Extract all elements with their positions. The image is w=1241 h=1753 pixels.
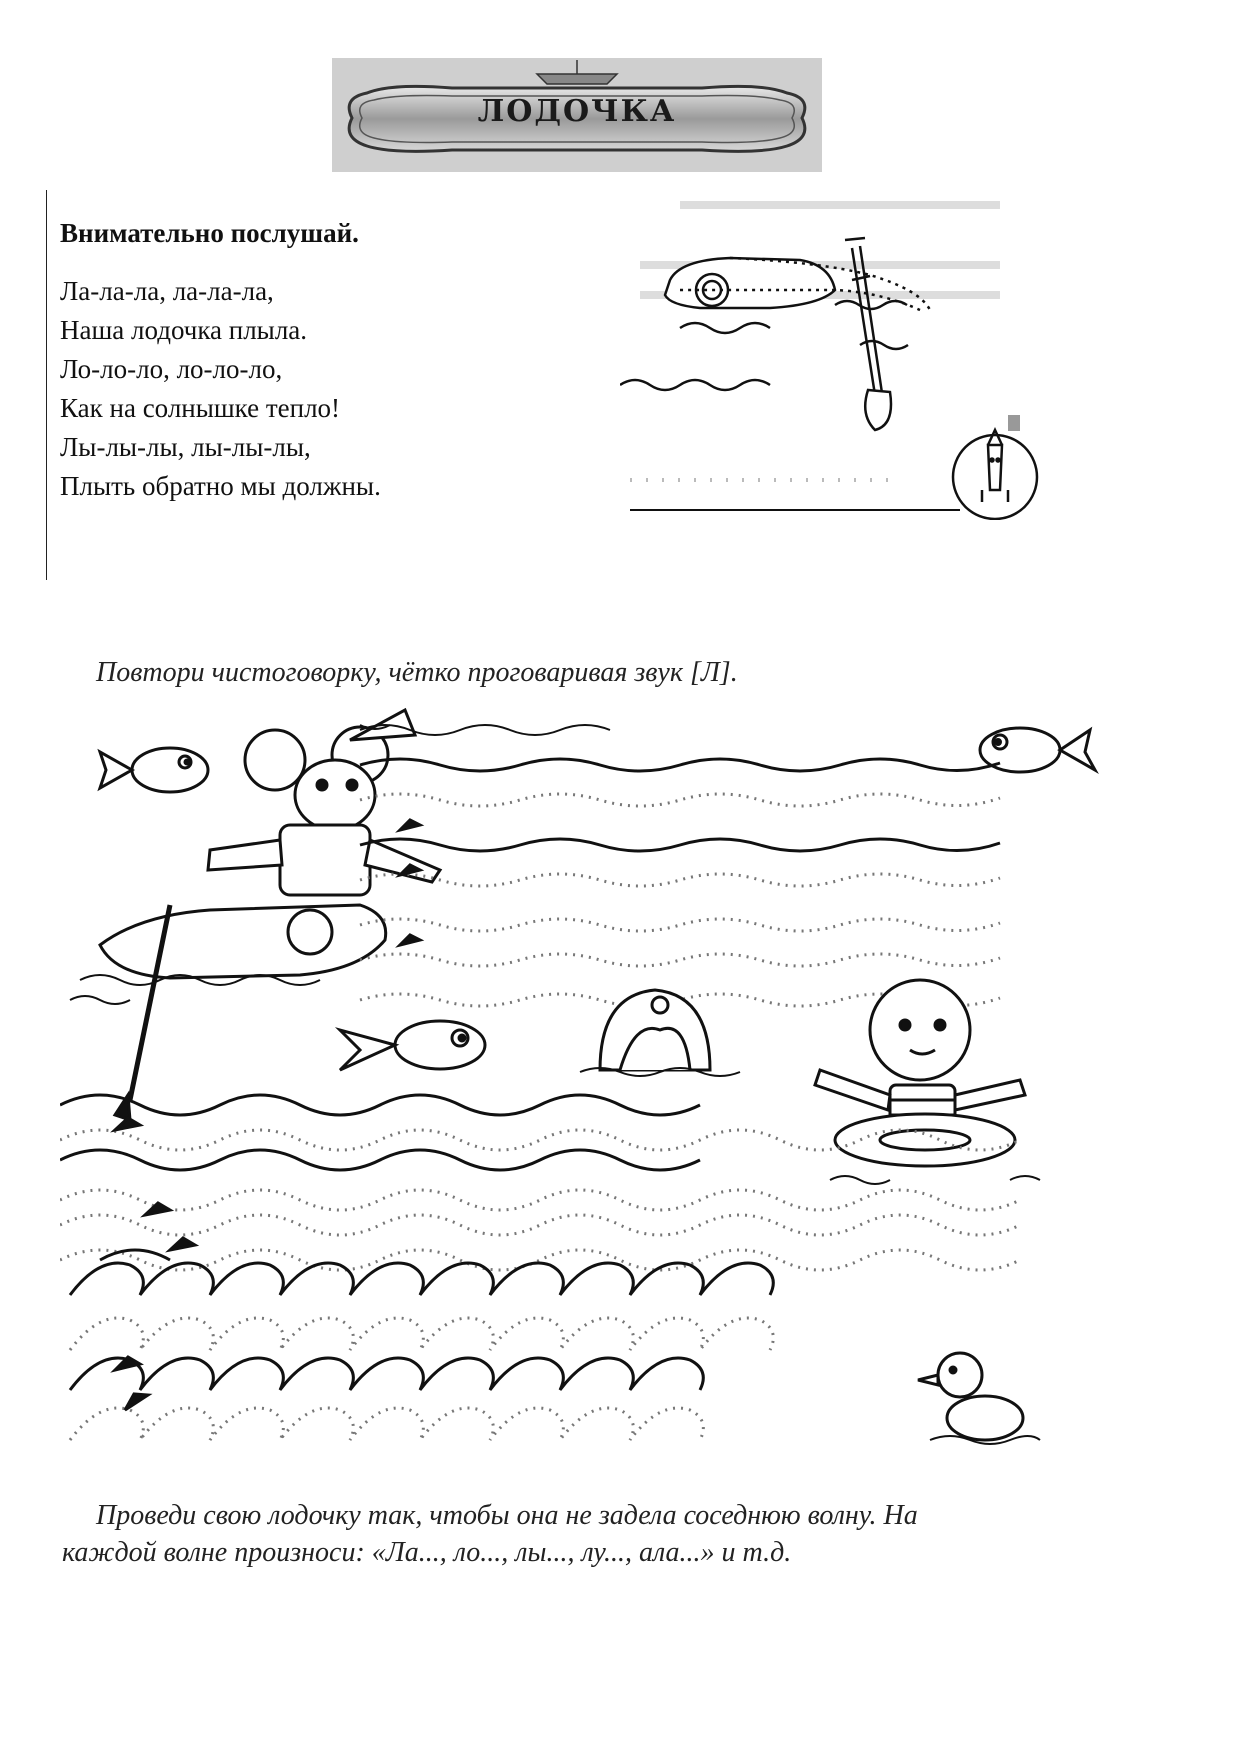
page-title: ЛОДОЧКА <box>477 94 677 129</box>
boat-oar-illustration <box>620 180 1050 520</box>
instruction-repeat: Повтори чистоговорку, чётко проговаривая звук [Л]. <box>96 657 738 688</box>
girl-swim-ring-icon <box>815 980 1025 1166</box>
poem-line: Наша лодочка плыла. <box>60 315 308 345</box>
instruction-trace-line-1: Проведи свою лодочку так, чтобы она не задела соседнюю волну. На <box>96 1500 918 1531</box>
poem-line: Ло-ло-ло, ло-ло-ло, <box>60 354 283 384</box>
fish-icon <box>340 1021 485 1070</box>
margin-line <box>46 190 47 580</box>
pencil-icon <box>953 430 1037 519</box>
poem-line: Плыть обратно мы должны. <box>60 471 381 501</box>
duck-icon <box>918 1353 1023 1440</box>
arrow-icon <box>115 1118 195 1250</box>
wave-tracing-scene <box>60 700 1100 1480</box>
poem-line: Ла-ла-ла, ла-ла-ла, <box>60 276 274 306</box>
poem-line: Как на солнышке тепло! <box>60 393 341 423</box>
instruction-trace-line-2: каждой волне произноси: «Ла..., ло..., лы..., лу..., ала...» и т.д. <box>62 1537 792 1568</box>
poem-line: Лы-лы-лы, лы-лы-лы, <box>60 432 311 462</box>
poem-heading: Внимательно послушай. <box>60 218 359 248</box>
tracing-waves-upper <box>360 725 1000 1006</box>
tracing-waves-lower <box>70 1263 773 1440</box>
ball-icon <box>600 990 710 1070</box>
fish-icon <box>100 748 208 792</box>
poem <box>60 272 381 506</box>
